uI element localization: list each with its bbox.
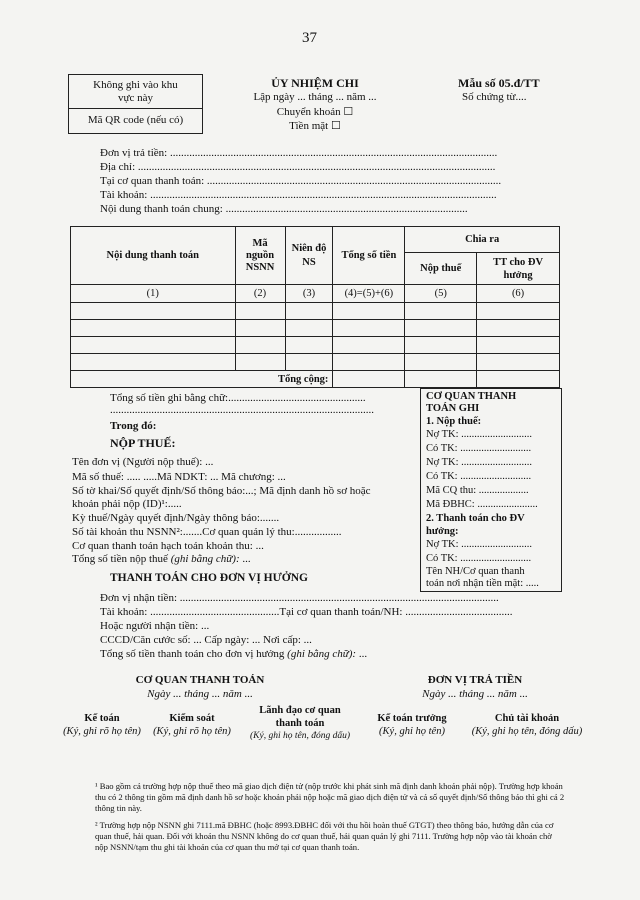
amount-in-words-cont: ................................................................................................ [110,404,374,416]
revenue-agency-code: Mã CQ thu: ................... [426,485,529,496]
payable-id: khoản phải nộp (ID)¹:..... [72,498,182,510]
header-source: Mã nguồn NSNN [235,227,285,285]
side-beneficiary-heading: 2. Thanh toán cho ĐV [426,513,525,524]
controller-note: (Ký, ghi rõ họ tên) [153,726,231,737]
footnote-2: ² Trường hợp nộp NSNN ghi 7111.mã ĐBHC (hoặc 8993.ĐBHC đối với thu hồi hoàn thuế GTGT) theo thông báo, hướng dẫn của cơ quan thuế, hải quan. Đối với khoản thu NSNN không do cơ quan thuế, hải quan quản lý ghi 7111. Trường hợp nộp vào tài khoản chờ nộp NSNN/tạm thu ghi tài khoản của cơ quan thu mở tại cơ quan thanh toán. [95,820,554,852]
agency-record-box [420,388,562,592]
col-number: (2) [235,285,285,303]
header-total: Tổng số tiền [333,227,405,285]
col-number: (1) [71,285,236,303]
leader-label: Lãnh đạo cơ quan [259,705,341,716]
taxpayer-name: Tên đơn vị (Người nộp thuế): ... [72,456,214,468]
table-row [71,320,560,337]
tax-section-title: NỘP THUẾ: [110,436,176,450]
leader-note: (Ký, ghi họ tên, đóng dấu) [249,731,350,741]
payment-content: Nội dung thanh toán chung: ........................................................................................ [100,203,468,215]
accountant-note: (Ký, ghi rõ họ tên) [63,726,141,737]
payer-signature-date: Ngày ... tháng ... năm ... [422,688,528,700]
side-box-title: CƠ QUAN THANH [426,391,517,402]
column-number-row [71,285,560,303]
revenue-account: Số tài khoản thu NSNN²:.......Cơ quan quản lý thu:................. [72,526,342,538]
tax-total-words: Tổng số tiền nộp thuế (ghi bằng chữ): ... [72,553,251,565]
page-number: 37 [302,30,317,46]
corner-box-divider [69,108,202,109]
payer-account: Tài khoản: .............................................................................................................................. [100,189,497,201]
recipient-person: Hoặc người nhận tiền: ... [100,620,210,632]
accountant-label: Kế toán [84,713,120,724]
col-number: (6) [477,285,560,303]
corner-box [68,74,203,134]
beneficiary-section-title: THANH TOÁN CHO ĐƠN VỊ HƯỞNG [110,572,308,584]
voucher-number: Số chứng từ.... [462,91,527,103]
corner-box-line1: Không ghi vào khu [93,79,178,91]
bank-name-cont: toán nơi nhận tiền mặt: ..... [426,578,539,589]
corner-box-line2: vực này [118,92,153,104]
admin-unit-code: Mã ĐBHC: ....................... [426,499,538,510]
leader-signature [240,704,360,743]
form-title: ỦY NHIỆM CHI [271,76,359,90]
credit-account: Có TK: ........................... [426,553,532,564]
total-row [71,371,560,388]
header-tax: Nộp thuế [405,253,477,285]
chief-accountant-signature [362,712,462,738]
payer-signature-title: ĐƠN VỊ TRẢ TIỀN [427,674,523,686]
col-number: (4)=(5)+(6) [333,285,405,303]
account-owner-signature [462,712,592,738]
payer-unit: Đơn vị trả tiền: ....................................................................................................................... [100,147,498,159]
side-box-title-cont: TOÁN GHI [426,403,480,414]
debit-account: Nợ TK: ........................... [426,429,532,440]
header-beneficiary: TT cho ĐV hưởng [477,253,560,285]
accounting-agency: Cơ quan thanh toán hạch toán khoản thu: ... [72,540,264,552]
table-row [71,303,560,320]
table-row [71,354,560,371]
col-number: (5) [405,285,477,303]
declaration-number: Số tờ khai/Số quyết định/Số thông báo:...; Mã định danh hồ sơ hoặc [72,485,371,497]
controller-signature [142,712,242,738]
header-content: Nội dung thanh toán [71,227,236,285]
debit-account: Nợ TK: ........................... [426,539,532,550]
amount-in-words: Tổng số tiền ghi bằng chữ:.................................................. [110,392,366,404]
credit-account: Có TK: ........................... [426,471,532,482]
accountant-signature [52,712,152,738]
footnote-1: ¹ Bao gồm cả trường hợp nộp thuế theo mã giao dịch điện tử (nộp trước khi phát sinh mã định danh khoản phải nộp). Trường hợp khoản thu có 2 thông tin gồm mã định danh hồ sơ hoặc khoản phải nộp hoặc mã giao dịch điện tử và cả số quyết định/Số thông báo thì ghi cả 2 thông tin này. [95,781,565,813]
tax-code-line: Mã số thuế: ..... .....Mã NDKT: ... Mã chương: ... [72,471,286,483]
chief-accountant-label: Kế toán trưởng [377,713,447,724]
credit-account: Có TK: ........................... [426,443,532,454]
chief-accountant-note: (Ký, ghi họ tên) [379,726,445,737]
agency-signature-title: CƠ QUAN THANH TOÁN [135,674,265,686]
account-owner-label: Chủ tài khoản [494,713,560,724]
controller-label: Kiểm soát [169,713,215,724]
agency-signature-date: Ngày ... tháng ... năm ... [147,688,253,700]
payer-agency: Tại cơ quan thanh toán: ........................................................................................................... [100,175,502,187]
of-which-label: Trong đó: [110,420,157,432]
bank-name: Tên NH/Cơ quan thanh [426,566,525,577]
cash-option: Tiền mặt ☐ [289,120,341,132]
form-number: Mẫu số 05.đ/TT [458,76,540,90]
beneficiary-total-words: Tổng số tiền thanh toán cho đơn vị hưởng (ghi bằng chữ): ... [100,648,368,660]
recipient-account: Tài khoản: ...............................................Tại cơ quan thanh toán/NH: ....................................... [100,606,513,618]
date-line: Lập ngày ... tháng ... năm ... [253,91,377,103]
payer-address: Địa chỉ: .................................................................................................................................. [100,161,496,173]
recipient-id-card: CCCD/Căn cước số: ... Cấp ngày: ... Nơi cấp: ... [100,634,312,646]
table-row [71,337,560,354]
payment-table [70,226,560,388]
qr-code-label: Mã QR code (nếu có) [87,114,184,126]
debit-account: Nợ TK: ........................... [426,457,532,468]
total-label: Tổng cộng: [71,371,333,388]
side-beneficiary-heading-cont: hưởng: [426,526,459,537]
tax-period: Kỳ thuế/Ngày quyết định/Ngày thông báo:....... [72,512,280,524]
leader-label-cont: thanh toán [275,718,325,729]
col-number: (3) [285,285,333,303]
header-year: Niên độ NS [285,227,333,285]
account-owner-note: (Ký, ghi họ tên, đóng dấu) [471,726,583,737]
side-tax-heading: 1. Nộp thuế: [426,416,482,427]
recipient-unit: Đơn vị nhận tiền: .................................................................................................................... [100,592,499,604]
transfer-option: Chuyển khoản ☐ [276,106,354,118]
header-split: Chia ra [405,227,560,253]
